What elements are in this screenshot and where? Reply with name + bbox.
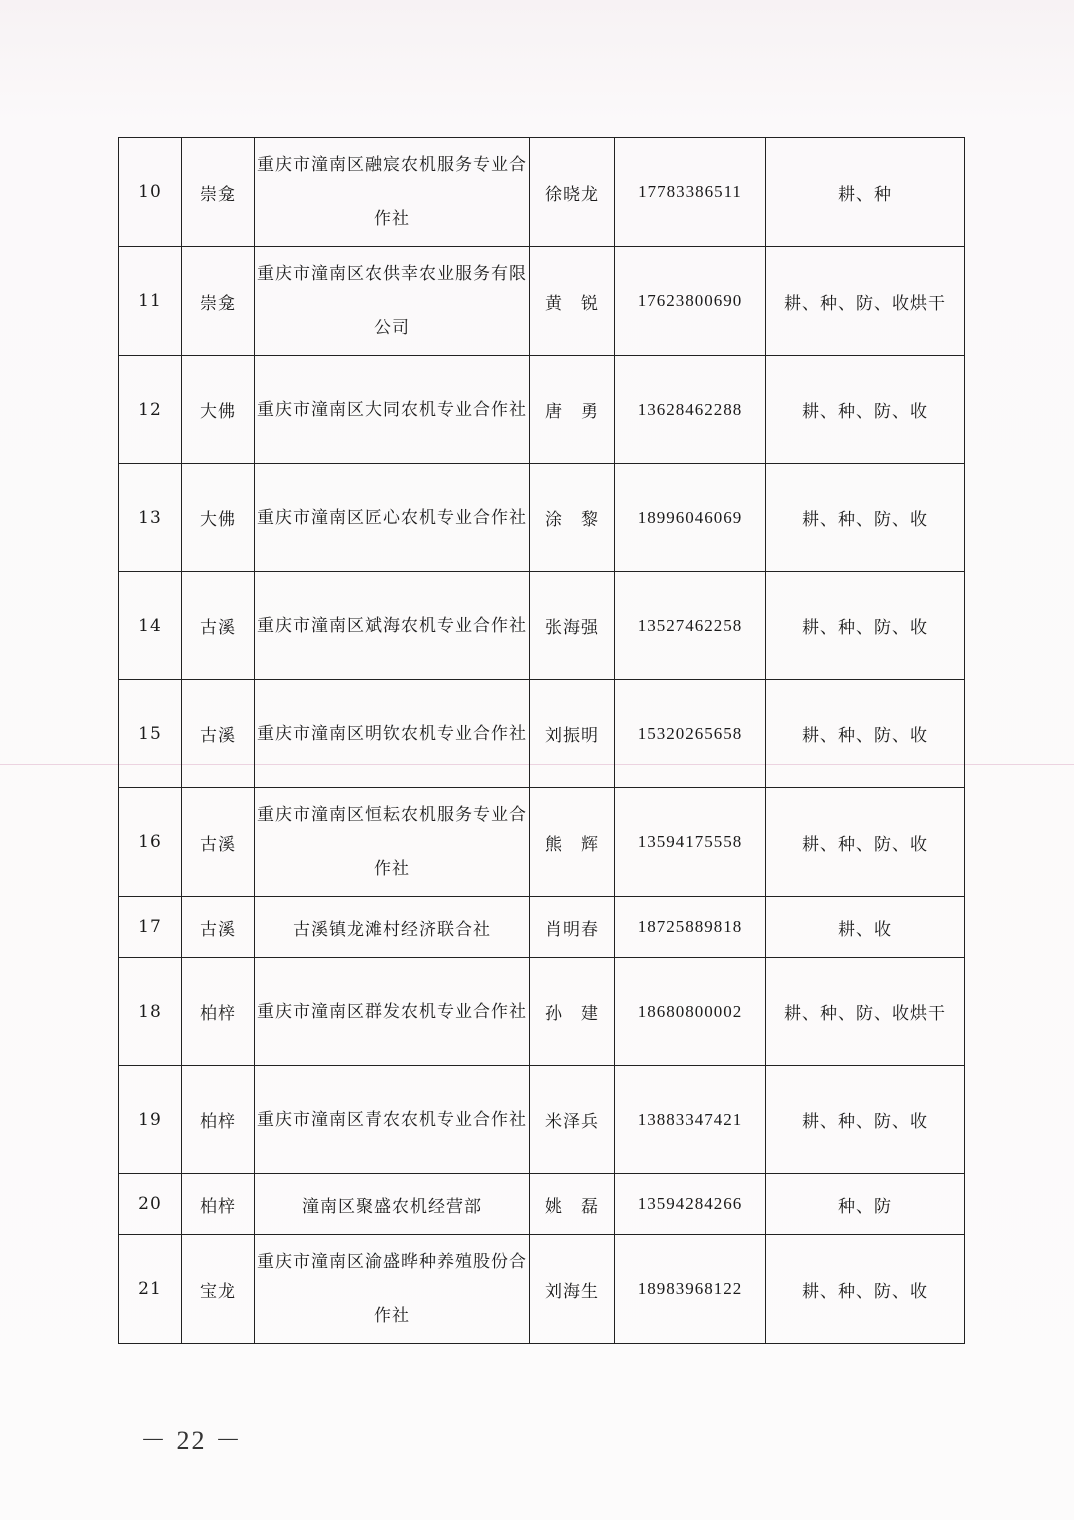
- organization-cell: 重庆市潼南区大同农机专业合作社: [255, 356, 530, 464]
- table-row: [119, 897, 965, 958]
- phone-cell: 13628462288: [615, 356, 766, 464]
- page-number: － 22 －: [140, 1426, 244, 1455]
- contact-cell: 徐晓龙: [530, 138, 615, 247]
- services-cell: 耕、种、防、收: [766, 572, 965, 680]
- table-row: [119, 464, 965, 572]
- town-cell: 柏梓: [182, 958, 255, 1066]
- phone-cell: 13594175558: [615, 788, 766, 897]
- row-number: 16: [119, 788, 182, 897]
- row-number: 13: [119, 464, 182, 572]
- row-number: 21: [119, 1235, 182, 1344]
- table-row: [119, 788, 965, 897]
- services-cell: 耕、种、防、收烘干: [766, 247, 965, 356]
- organization-cell: 重庆市潼南区渝盛晔种养殖股份合作社: [255, 1235, 530, 1344]
- town-cell: 柏梓: [182, 1174, 255, 1235]
- table-row: [119, 680, 965, 788]
- row-number: 10: [119, 138, 182, 247]
- town-cell: 大佛: [182, 356, 255, 464]
- table-row: [119, 138, 965, 247]
- row-number: 18: [119, 958, 182, 1066]
- row-number: 12: [119, 356, 182, 464]
- contact-cell: 刘振明: [530, 680, 615, 788]
- services-cell: 耕、种、防、收烘干: [766, 958, 965, 1066]
- contact-cell: 刘海生: [530, 1235, 615, 1344]
- contact-cell: 孙 建: [530, 958, 615, 1066]
- services-cell: 耕、种、防、收: [766, 1066, 965, 1174]
- town-cell: 古溪: [182, 572, 255, 680]
- row-number: 14: [119, 572, 182, 680]
- town-cell: 崇龛: [182, 247, 255, 356]
- services-cell: 耕、种、防、收: [766, 356, 965, 464]
- phone-cell: 13527462258: [615, 572, 766, 680]
- town-cell: 宝龙: [182, 1235, 255, 1344]
- organization-cell: 重庆市潼南区恒耘农机服务专业合作社: [255, 788, 530, 897]
- table-row: [119, 572, 965, 680]
- town-cell: 古溪: [182, 897, 255, 958]
- organization-cell: 重庆市潼南区青农农机专业合作社: [255, 1066, 530, 1174]
- services-cell: 耕、种、防、收: [766, 464, 965, 572]
- town-cell: 崇龛: [182, 138, 255, 247]
- service-organization-table: [118, 137, 965, 1344]
- town-cell: 大佛: [182, 464, 255, 572]
- table-row: [119, 247, 965, 356]
- row-number: 20: [119, 1174, 182, 1235]
- contact-cell: 米泽兵: [530, 1066, 615, 1174]
- contact-cell: 熊 辉: [530, 788, 615, 897]
- organization-cell: 重庆市潼南区匠心农机专业合作社: [255, 464, 530, 572]
- services-cell: 耕、种、防、收: [766, 1235, 965, 1344]
- phone-cell: 17783386511: [615, 138, 766, 247]
- services-cell: 耕、种、防、收: [766, 680, 965, 788]
- phone-cell: 13883347421: [615, 1066, 766, 1174]
- row-number: 15: [119, 680, 182, 788]
- table-row: [119, 1174, 965, 1235]
- organization-cell: 重庆市潼南区融宸农机服务专业合作社: [255, 138, 530, 247]
- phone-cell: 18680800002: [615, 958, 766, 1066]
- services-cell: 耕、收: [766, 897, 965, 958]
- town-cell: 古溪: [182, 680, 255, 788]
- organization-cell: 重庆市潼南区群发农机专业合作社: [255, 958, 530, 1066]
- services-cell: 种、防: [766, 1174, 965, 1235]
- phone-cell: 18983968122: [615, 1235, 766, 1344]
- row-number: 11: [119, 247, 182, 356]
- town-cell: 柏梓: [182, 1066, 255, 1174]
- services-cell: 耕、种: [766, 138, 965, 247]
- contact-cell: 张海强: [530, 572, 615, 680]
- phone-cell: 18725889818: [615, 897, 766, 958]
- contact-cell: 姚 磊: [530, 1174, 615, 1235]
- row-number: 19: [119, 1066, 182, 1174]
- town-cell: 古溪: [182, 788, 255, 897]
- organization-cell: 潼南区聚盛农机经营部: [255, 1174, 530, 1235]
- contact-cell: 黄 锐: [530, 247, 615, 356]
- table-row: [119, 958, 965, 1066]
- contact-cell: 肖明春: [530, 897, 615, 958]
- organization-cell: 重庆市潼南区农供幸农业服务有限公司: [255, 247, 530, 356]
- phone-cell: 13594284266: [615, 1174, 766, 1235]
- phone-cell: 17623800690: [615, 247, 766, 356]
- contact-cell: 唐 勇: [530, 356, 615, 464]
- phone-cell: 15320265658: [615, 680, 766, 788]
- table-row: [119, 1066, 965, 1174]
- table-row: [119, 356, 965, 464]
- row-number: 17: [119, 897, 182, 958]
- organization-cell: 重庆市潼南区斌海农机专业合作社: [255, 572, 530, 680]
- organization-cell: 古溪镇龙滩村经济联合社: [255, 897, 530, 958]
- phone-cell: 18996046069: [615, 464, 766, 572]
- organization-cell: 重庆市潼南区明钦农机专业合作社: [255, 680, 530, 788]
- contact-cell: 涂 黎: [530, 464, 615, 572]
- table-row: [119, 1235, 965, 1344]
- services-cell: 耕、种、防、收: [766, 788, 965, 897]
